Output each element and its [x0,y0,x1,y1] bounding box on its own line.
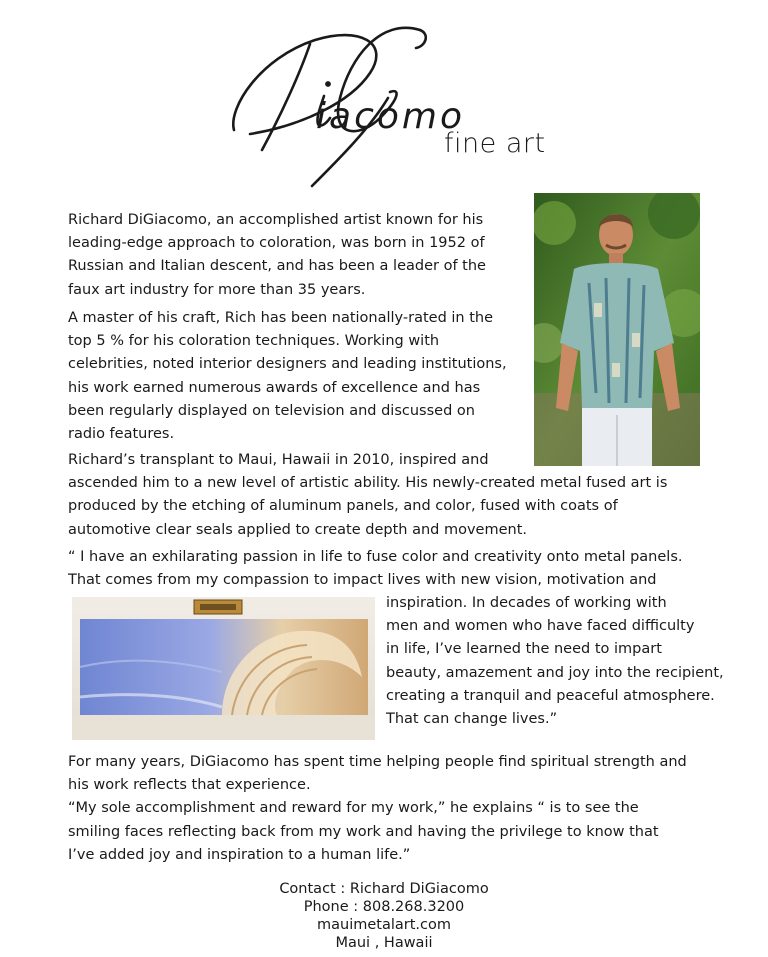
text-line: That can change lives.” [386,711,558,728]
contact-website: mauimetalart.com [317,917,451,933]
text-line: I’ve added joy and inspiration to a human life.” [68,846,411,863]
bio-paragraph-2 [68,307,507,446]
metal-wave-artwork-photo [72,597,375,740]
text-line: his work reflects that experience. [68,777,311,794]
text-line: “ I have an exhilarating passion in life to fuse color and creativity onto metal panels. [68,549,683,565]
text-line: “My sole accomplishment and reward for my work,” he explains “ is to see the [68,800,639,817]
text-line: ascended him to a new level of artistic ability. His newly-created metal fused art is [68,475,668,492]
bio-paragraph-closing [68,751,687,867]
text-line: smiling faces reflecting back from my work and having the privilege to know that [68,823,659,840]
text-line: produced by the etching of aluminum panels, and color, fused with coats of [68,498,618,515]
contact-location: Maui , Hawaii [335,935,433,951]
contact-block [0,880,768,952]
wave-artwork-illustration-icon [72,597,375,740]
text-line: radio features. [68,426,175,443]
text-line: leading-edge approach to coloration, was born in 1952 of [68,235,485,252]
text-line: Richard DiGiacomo, an accomplished artist known for his [68,212,484,228]
brand-logo [220,18,560,193]
text-line: creating a tranquil and peaceful atmosphere. [386,687,715,704]
text-line: Richard’s transplant to Maui, Hawaii in 2010, inspired and [68,452,489,468]
logo-subtitle: fine art [444,128,546,159]
text-line: top 5 % for his coloration techniques. Working with [68,333,440,350]
text-line: For many years, DiGiacomo has spent time helping people find spiritual strength and [68,754,687,770]
text-line: inspiration. In decades of working with [386,595,667,611]
text-line: celebrities, noted interior designers and leading institutions, [68,356,507,373]
text-line: Russian and Italian descent, and has been a leader of the [68,258,486,275]
contact-name: Contact : Richard DiGiacomo [279,881,489,897]
text-line: in life, I’ve learned the need to impart [386,641,662,658]
text-line: A master of his craft, Rich has been nationally-rated in the [68,310,494,326]
artist-portrait-photo [534,193,700,466]
text-line: beauty, amazement and joy into the recipient, [386,664,724,681]
artist-photo-illustration-icon [534,193,700,466]
bio-paragraph-1 [68,209,486,302]
text-line: That comes from my compassion to impact lives with new vision, motivation and [68,572,657,589]
text-line: men and women who have faced difficulty [386,618,695,635]
logo-script-text: iacomo [316,96,465,137]
text-line: automotive clear seals applied to create depth and movement. [68,521,528,538]
text-line: his work earned numerous awards of excellence and has [68,379,481,396]
quote-paragraph-continued [386,592,724,731]
text-line: been regularly displayed on television and discussed on [68,402,475,419]
text-line: faux art industry for more than 35 years. [68,281,366,298]
contact-phone: Phone : 808.268.3200 [303,899,465,915]
quote-paragraph-start [68,546,682,592]
